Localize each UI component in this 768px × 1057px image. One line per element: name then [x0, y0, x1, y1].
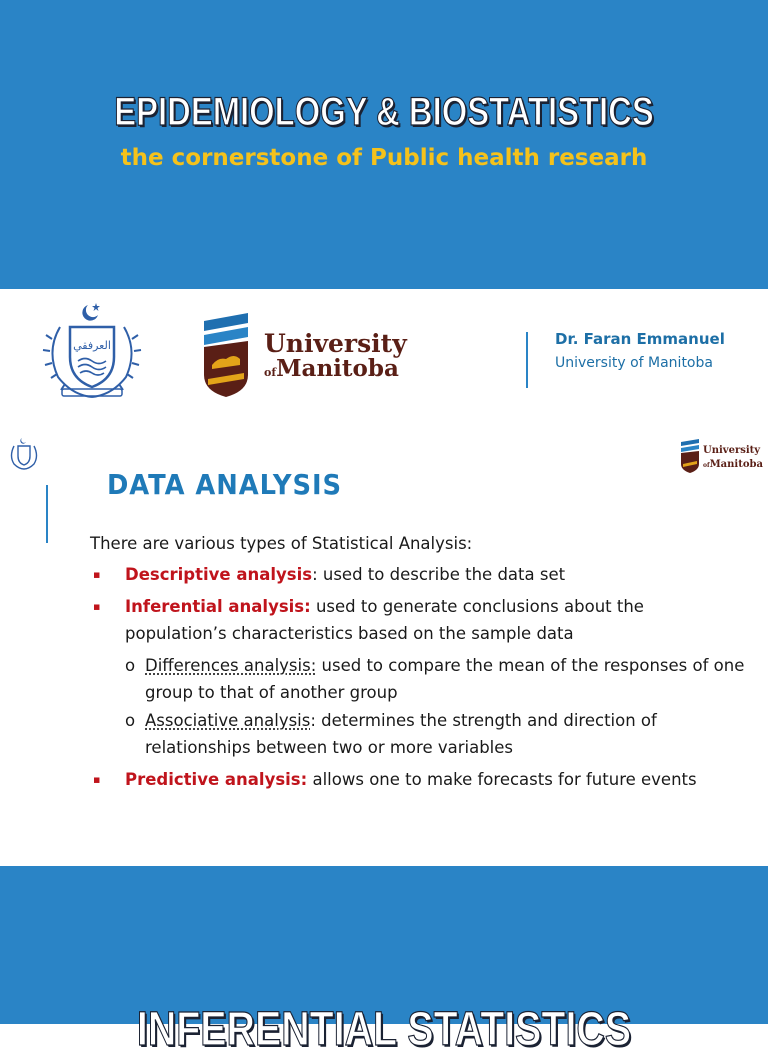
text-associative: : determines the strength and direction of relationships between two or more variables — [145, 711, 657, 757]
manitoba-crest-logo — [200, 313, 252, 397]
bullet-marker: ▪ — [93, 600, 101, 613]
slide-emblem-small-logo — [8, 436, 40, 470]
wordmark-university: University — [264, 329, 407, 358]
list-item-inferential — [90, 593, 750, 647]
slide-manitoba-small-crest — [680, 439, 700, 473]
presenter-affiliation: University of Manitoba — [555, 355, 713, 371]
wordmark-of: of — [264, 366, 277, 379]
slide-title: DATA ANALYSIS — [107, 468, 342, 501]
next-slide-band — [0, 866, 768, 1024]
slide-manitoba-small-wordmark — [703, 445, 763, 471]
presenter-name: Dr. Faran Emmanuel — [555, 330, 725, 348]
text-differences: used to compare the mean of the responses of one group to that of another group — [145, 656, 745, 702]
main-subtitle: the cornerstone of Public health researh — [120, 145, 648, 171]
small-wordmark-university: University — [703, 445, 761, 456]
text-predictive: allows one to make forecasts for future events — [307, 770, 697, 789]
sub-marker: o — [125, 656, 136, 675]
next-slide-title: INFERENTIAL STATISTICS — [136, 1003, 632, 1056]
small-wordmark-of: of — [703, 462, 710, 469]
manitoba-wordmark — [264, 331, 407, 385]
small-wordmark-manitoba: Manitoba — [709, 459, 763, 470]
text-descriptive: : used to describe the data set — [312, 565, 566, 584]
term-predictive: Predictive analysis: — [125, 770, 308, 789]
bullet-marker: ▪ — [93, 568, 101, 581]
presenter-divider — [526, 332, 528, 388]
list-item-descriptive — [90, 561, 750, 588]
university-emblem-logo — [40, 299, 144, 403]
slide-accent-line — [46, 485, 48, 543]
emblem-script: العرفقي — [73, 339, 111, 352]
sublist-item-differences — [90, 652, 750, 706]
term-differences: Differences analysis: — [145, 656, 317, 675]
text-inferential: used to generate conclusions about the population’s characteristics based on the sample data — [125, 597, 644, 643]
list-item-predictive — [90, 766, 750, 793]
term-associative: Associative analysis — [145, 711, 311, 730]
shield-icon — [70, 327, 114, 387]
wordmark-manitoba: Manitoba — [276, 355, 399, 382]
bullet-marker: ▪ — [93, 773, 101, 786]
slide-content — [90, 530, 750, 798]
term-descriptive: Descriptive analysis — [125, 565, 313, 584]
sub-marker: o — [125, 711, 136, 730]
term-inferential: Inferential analysis: — [125, 597, 311, 616]
slide-intro: There are various types of Statistical Analysis: — [90, 534, 473, 553]
sublist-item-associative — [90, 707, 750, 761]
main-title: EPIDEMIOLOGY & BIOSTATISTICS — [114, 90, 654, 134]
